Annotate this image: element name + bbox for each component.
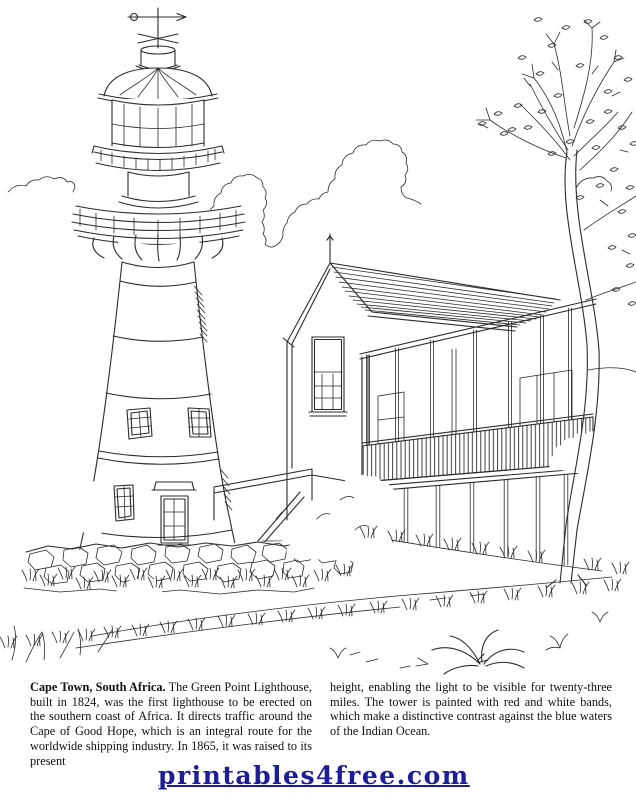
roof-finial [327,234,333,262]
lantern-room [112,99,204,148]
tower-door [152,482,196,545]
caption-text-left: The Green Point Lighthouse, built in 1824, was the first lighthouse to be erected on the southern coast of Africa. It directs traffic around the Cape of Good Hope, which is an integral route for the worldwide shipping industry. In 1865, it was raised to its present [30,680,313,768]
gallery-railing [72,204,245,247]
lantern-vent-cap [136,46,180,71]
caption-column-right [330,680,612,768]
caption-paragraph-right [330,680,612,739]
caption [0,680,636,768]
lighthouse [72,8,245,552]
caption-column-left [30,680,312,768]
watermark-link[interactable]: printables4free.com [158,761,470,790]
weathervane [128,8,186,48]
watch-room [119,172,198,208]
caption-text-right: height, enabling the light to be visible for twenty-three miles. The tower is painted with red and white bands, which make a distinctive contrast against the blue waters of the Indian Ocean. [330,680,612,739]
tree-leaves [478,18,636,306]
small-plant [330,612,608,674]
caption-paragraph-left [30,680,312,768]
upper-gallery [92,146,224,171]
caption-lead: Cape Town, South Africa. [30,680,166,694]
